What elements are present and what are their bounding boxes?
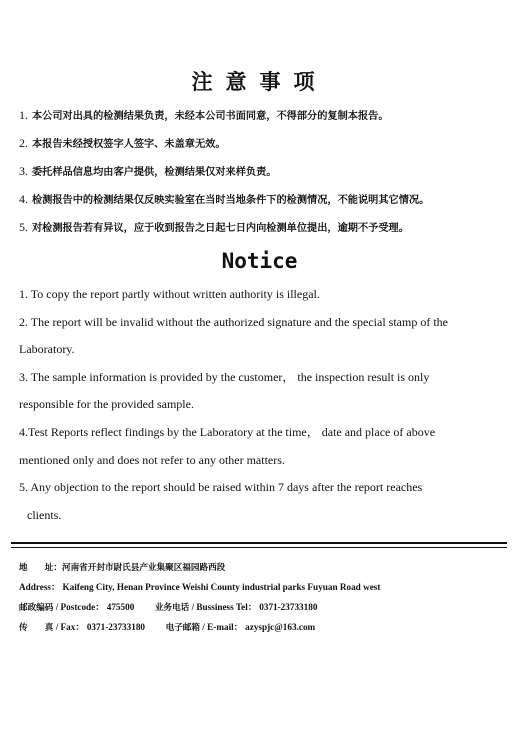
notice-en-line: 3. The sample information is provided by the customer， the inspection result is only [19,369,430,384]
item-text: 本报告未经授权签字人签字、未盖章无效。 [32,138,226,150]
tel-label-en: / Bussiness Tel： [191,602,257,612]
notice-cn-item [19,136,509,164]
address-en-line [19,581,499,601]
item-text: 对检测报告若有异议，应于收到报告之日起七日内向检测单位提出，逾期不予受理。 [32,222,409,234]
address-en-value: Kaifeng City, Henan Province Weishi County industrial parks Fuyuan Road west [62,582,381,592]
notice-en-title: Notice [221,249,298,273]
item-text: 检测报告中的检测结果仅反映实验室在当时当地条件下的检测情况，不能说明其它情况。 [32,194,430,206]
fax-value: 0371-23733180 [86,622,146,632]
notice-en-line: 5. Any objection to the report should be raised within 7 days after the report reaches [19,480,423,495]
notice-en-list [19,287,499,535]
address-cn-value: 河南省开封市尉氏县产业集聚区福园路西段 [61,563,226,573]
footer-divider-thick [11,542,507,544]
notice-en-line: 4.Test Reports reflect findings by the Laboratory at the time， date and place of above [19,424,436,439]
email-label-cn: 电子邮箱 [165,623,200,633]
tel-label-cn: 业务电话 [154,603,190,613]
notice-en-line: 1. To copy the report partly without written authority is illegal. [19,287,320,301]
notice-en-line: clients. [27,507,62,522]
fax-email-line [19,621,499,641]
item-number: 4. [19,192,28,206]
item-number: 3. [19,164,28,178]
address-cn-line [19,561,499,581]
address-en-label: Address： [19,582,61,592]
fax-label-cn: 传 真 [19,623,54,633]
fax-label-en: / Fax： [55,622,85,632]
item-text: 委托样品信息均由客户提供，检测结果仅对来样负责。 [32,166,277,178]
postcode-label-cn: 邮政编码 [19,603,54,613]
notice-cn-item [19,164,509,192]
item-number: 2. [19,136,28,150]
postcode-value: 475500 [106,602,135,612]
contact-footer [19,561,499,641]
tel-value: 0371-23733180 [259,602,318,612]
postcode-label-en: / Postcode： [55,602,105,612]
notice-en-line: Laboratory. [19,342,75,357]
notice-cn-item [19,220,509,248]
postcode-tel-line [19,601,499,621]
email-label-en: / E-mail： [202,622,243,632]
notice-cn-title: 注意事项 [191,69,328,94]
notice-cn-item [19,108,509,136]
footer-divider-thin [11,547,507,548]
notice-en-line: responsible for the provided sample. [19,397,194,412]
notice-cn-item [19,192,509,220]
item-number: 1. [19,108,28,122]
notice-en-line: mentioned only and does not refer to any other matters. [19,452,285,467]
item-text: 本公司对出具的检测结果负责，未经本公司书面同意，不得部分的复制本报告。 [32,110,389,122]
email-value[interactable]: azyspjc@163.com [245,622,316,632]
address-cn-label: 地 址： [19,563,62,573]
notice-cn-list [19,108,509,248]
notice-en-line: 2. The report will be invalid without the authorized signature and the special stamp of the [19,314,448,329]
item-number: 5. [19,220,28,234]
